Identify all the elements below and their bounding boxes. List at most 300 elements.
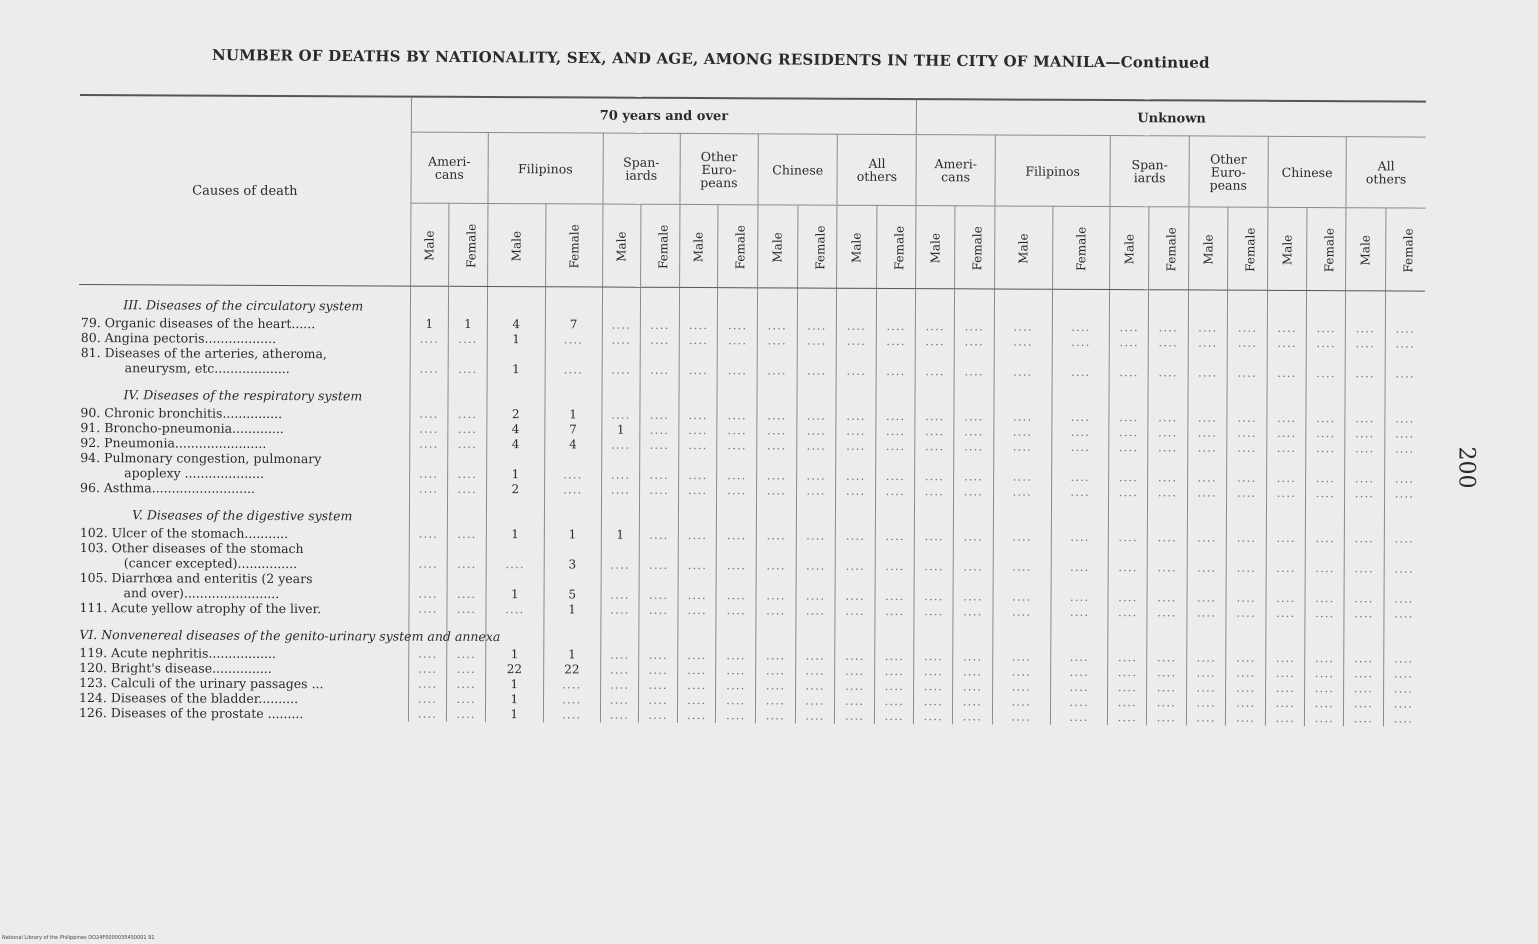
- data-cell: ....: [796, 469, 836, 484]
- nationality-header: [758, 134, 838, 205]
- data-cell: ....: [1227, 471, 1267, 486]
- data-cell: ....: [953, 694, 993, 709]
- nationality-label-line: Euro-: [701, 161, 737, 177]
- data-cell: ....: [1306, 486, 1345, 501]
- data-cell: ....: [1187, 590, 1227, 605]
- data-cell: ....: [447, 647, 486, 662]
- data-cell: [544, 572, 601, 587]
- data-cell: ....: [1227, 486, 1267, 501]
- data-cell: ....: [992, 709, 1050, 724]
- data-cell: ....: [1187, 425, 1227, 440]
- data-cell: ....: [717, 528, 757, 543]
- data-cell: ....: [639, 663, 678, 678]
- data-cell: 4: [544, 437, 601, 452]
- data-cell: [875, 544, 915, 559]
- empty-cell: [876, 379, 916, 409]
- data-cell: 1: [601, 423, 640, 438]
- sex-header: [1110, 207, 1149, 290]
- data-cell: ....: [716, 648, 756, 663]
- data-cell: ....: [678, 588, 717, 603]
- data-cell: ....: [1265, 696, 1305, 711]
- data-cell: 22: [543, 662, 600, 677]
- data-cell: ....: [1227, 426, 1267, 441]
- cause-label: (cancer excepted)...............: [123, 555, 298, 572]
- data-cell: ....: [992, 649, 1050, 664]
- sex-header: [758, 205, 798, 288]
- sex-label: Female: [566, 223, 582, 269]
- data-cell: [1344, 546, 1384, 561]
- sex-header: [1228, 207, 1268, 290]
- data-cell: ....: [914, 604, 953, 619]
- data-cell: ....: [1383, 651, 1423, 666]
- data-cell: ....: [640, 363, 679, 378]
- data-cell: ....: [1306, 531, 1345, 546]
- data-cell: ....: [914, 709, 953, 724]
- data-cell: [640, 348, 679, 363]
- sex-header: [916, 206, 955, 289]
- data-cell: 1: [487, 332, 545, 347]
- data-cell: ....: [874, 679, 914, 694]
- data-cell: ....: [875, 649, 915, 664]
- data-cell: [953, 574, 993, 589]
- cause-label: 90. Chronic bronchitis...............: [80, 405, 283, 421]
- data-cell: ....: [915, 424, 954, 439]
- nationality-label-line: Ameri-: [934, 156, 978, 172]
- data-cell: ....: [717, 363, 757, 378]
- data-cell: ....: [1344, 696, 1384, 711]
- data-cell: ....: [409, 587, 448, 602]
- data-cell: [602, 348, 641, 363]
- data-cell: ....: [916, 364, 955, 379]
- data-cell: [409, 452, 448, 467]
- data-cell: [836, 454, 876, 469]
- data-cell: ....: [876, 439, 916, 454]
- data-cell: ....: [1148, 425, 1188, 440]
- data-cell: [835, 574, 875, 589]
- sex-label: Female: [464, 223, 479, 268]
- empty-cell: [641, 287, 680, 318]
- sex-header: [1052, 206, 1110, 289]
- data-cell: ....: [1305, 591, 1344, 606]
- data-cell: [1306, 456, 1345, 471]
- empty-cell: [639, 618, 678, 648]
- data-cell: ....: [993, 604, 1051, 619]
- data-cell: ....: [1305, 711, 1344, 726]
- sex-label: Female: [970, 225, 985, 271]
- data-cell: ....: [1147, 695, 1187, 710]
- data-cell: ....: [1345, 411, 1385, 426]
- data-cell: ....: [1383, 681, 1423, 696]
- empty-cell: [837, 288, 877, 319]
- data-cell: ....: [1146, 710, 1186, 725]
- data-cell: ....: [1108, 650, 1147, 665]
- data-cell: 3: [544, 557, 601, 572]
- sex-label: Male: [770, 231, 785, 263]
- data-cell: [601, 453, 640, 468]
- empty-cell: [718, 288, 758, 319]
- nationality-label-line: peans: [1209, 177, 1248, 193]
- sex-label: Female: [1322, 227, 1337, 272]
- data-cell: ....: [679, 333, 718, 348]
- data-cell: [409, 572, 448, 587]
- data-cell: ....: [447, 662, 486, 677]
- data-cell: ....: [1345, 441, 1385, 456]
- data-cell: [994, 349, 1052, 364]
- data-cell: ....: [993, 439, 1051, 454]
- data-cell: ....: [992, 679, 1050, 694]
- data-cell: ....: [757, 438, 797, 453]
- empty-cell: [1385, 381, 1425, 411]
- data-cell: ....: [1344, 651, 1384, 666]
- data-cell: ....: [448, 422, 487, 437]
- data-cell: ....: [1051, 440, 1109, 455]
- cause-label: 123. Calculi of the urinary passages ...: [79, 675, 324, 692]
- data-cell: ....: [835, 709, 875, 724]
- data-cell: ....: [757, 318, 797, 333]
- data-cell: [756, 543, 796, 558]
- empty-cell: [544, 617, 601, 647]
- empty-cell: [796, 499, 836, 529]
- nationality-label-line: iards: [1133, 170, 1166, 186]
- data-cell: ....: [1188, 410, 1228, 425]
- data-cell: ....: [1052, 335, 1110, 350]
- data-cell: ....: [409, 437, 448, 452]
- data-cell: ....: [601, 603, 640, 618]
- data-cell: ....: [796, 439, 836, 454]
- data-cell: ....: [1306, 471, 1345, 486]
- data-cell: ....: [797, 364, 837, 379]
- data-cell: ....: [1147, 590, 1187, 605]
- data-cell: ....: [1344, 681, 1384, 696]
- data-cell: ....: [1051, 560, 1109, 575]
- empty-cell: [1344, 501, 1384, 531]
- empty-cell: [717, 498, 757, 528]
- data-cell: ....: [1385, 366, 1425, 381]
- data-cell: ....: [448, 437, 487, 452]
- data-cell: ....: [1050, 665, 1108, 680]
- data-cell: ....: [1226, 561, 1266, 576]
- data-cell: ....: [678, 468, 717, 483]
- data-cell: ....: [1108, 710, 1147, 725]
- data-cell: ....: [717, 483, 757, 498]
- empty-cell: [757, 288, 797, 319]
- data-cell: ....: [1051, 425, 1109, 440]
- data-cell: ....: [545, 332, 602, 347]
- empty-cell: [835, 619, 875, 649]
- data-cell: ....: [1050, 695, 1108, 710]
- data-cell: ....: [954, 439, 994, 454]
- data-cell: ....: [1187, 470, 1227, 485]
- sex-label: Male: [1280, 234, 1295, 265]
- empty-cell: [1383, 621, 1423, 651]
- data-cell: ....: [717, 438, 757, 453]
- data-cell: ....: [796, 559, 836, 574]
- data-cell: [447, 572, 486, 587]
- data-cell: ....: [953, 649, 993, 664]
- data-cell: ....: [757, 483, 797, 498]
- data-cell: ....: [914, 664, 953, 679]
- data-cell: ....: [1051, 470, 1109, 485]
- empty-cell: [1266, 621, 1306, 651]
- empty-cell: [600, 618, 639, 648]
- nationality-label-line: cans: [434, 166, 464, 182]
- data-cell: ....: [994, 319, 1052, 334]
- data-cell: ....: [449, 332, 488, 347]
- section-heading: VI. Nonvenereal diseases of the genito-urinary system and annexa: [79, 626, 501, 644]
- data-cell: ....: [639, 603, 678, 618]
- data-cell: ....: [1186, 710, 1226, 725]
- data-cell: ....: [954, 484, 994, 499]
- empty-cell: [994, 379, 1052, 409]
- data-cell: ....: [796, 424, 836, 439]
- data-cell: ....: [1267, 321, 1307, 336]
- nationality-header: [680, 133, 759, 204]
- data-cell: [1188, 350, 1228, 365]
- cause-label: 96. Asthma..........................: [80, 480, 256, 496]
- empty-cell: [1052, 289, 1110, 320]
- data-cell: ....: [796, 529, 836, 544]
- data-cell: ....: [1109, 410, 1148, 425]
- data-cell: ....: [448, 482, 487, 497]
- data-cell: ....: [641, 318, 680, 333]
- cause-label: 81. Diseases of the arteries, atheroma,: [80, 345, 327, 362]
- data-cell: [1227, 351, 1267, 366]
- empty-cell: [679, 378, 718, 408]
- empty-cell: [1148, 290, 1188, 321]
- empty-cell: [640, 498, 679, 528]
- nationality-label-line: Filipinos: [517, 160, 573, 176]
- data-cell: ....: [600, 648, 639, 663]
- data-cell: ....: [600, 663, 639, 678]
- empty-cell: [1050, 620, 1108, 650]
- data-cell: ....: [677, 663, 716, 678]
- empty-cell: [1226, 621, 1266, 651]
- data-cell: ....: [795, 649, 835, 664]
- data-cell: ....: [1384, 531, 1424, 546]
- data-cell: ....: [1108, 665, 1147, 680]
- data-cell: ....: [1384, 591, 1424, 606]
- data-cell: ....: [716, 693, 756, 708]
- data-cell: 22: [485, 662, 543, 677]
- data-cell: ....: [993, 529, 1051, 544]
- age-group-header: Unknown: [917, 99, 1426, 137]
- empty-cell: [716, 618, 756, 648]
- data-cell: [1052, 350, 1110, 365]
- data-cell: ....: [1188, 335, 1228, 350]
- data-cell: ....: [915, 439, 954, 454]
- mortality-table: [77, 94, 1426, 727]
- cause-label: aneurysm, etc...................: [124, 360, 290, 377]
- data-cell: ....: [640, 483, 679, 498]
- data-cell: ....: [639, 678, 678, 693]
- empty-cell: [1109, 500, 1148, 530]
- data-cell: ....: [1226, 696, 1266, 711]
- data-cell: ....: [835, 604, 875, 619]
- empty-cell: [756, 498, 796, 528]
- empty-cell: [487, 377, 545, 407]
- empty-cell: [409, 497, 448, 527]
- data-cell: ....: [409, 482, 448, 497]
- data-cell: [1345, 456, 1385, 471]
- data-cell: ....: [756, 588, 796, 603]
- data-cell: ....: [1385, 321, 1425, 336]
- nationality-header: [411, 132, 489, 203]
- empty-cell: [1108, 620, 1147, 650]
- data-cell: 7: [545, 422, 602, 437]
- sex-header: [1149, 207, 1189, 290]
- data-cell: ....: [1227, 531, 1267, 546]
- data-cell: ....: [757, 363, 797, 378]
- empty-cell: [1187, 500, 1227, 530]
- empty-cell: [1109, 380, 1148, 410]
- data-cell: ....: [797, 319, 837, 334]
- footer-credit: National Library of the Philippines DO24F0000035450001 91: [2, 935, 155, 941]
- data-cell: ....: [1345, 486, 1385, 501]
- nationality-label-line: All: [868, 155, 886, 171]
- empty-cell: [1344, 621, 1384, 651]
- data-cell: [1109, 455, 1148, 470]
- cause-label: 94. Pulmonary congestion, pulmonary: [80, 450, 322, 467]
- nationality-header: [1346, 137, 1426, 208]
- data-cell: ....: [678, 558, 717, 573]
- sex-header: [1346, 208, 1386, 291]
- data-cell: [1051, 545, 1109, 560]
- data-cell: ....: [954, 469, 994, 484]
- sex-label: Female: [1074, 226, 1089, 271]
- data-cell: ....: [1306, 561, 1345, 576]
- data-cell: ....: [1266, 486, 1306, 501]
- data-cell: [836, 349, 876, 364]
- sex-label: Male: [928, 232, 943, 263]
- data-cell: ....: [448, 527, 487, 542]
- cause-label: 92. Pneumonia.......................: [80, 435, 267, 451]
- data-cell: ....: [874, 694, 914, 709]
- data-cell: 1: [485, 692, 543, 707]
- page-title: NUMBER OF DEATHS BY NATIONALITY, SEX, AND AGE, AMONG RESIDENTS IN THE CITY OF MANILA—Continued: [211, 46, 1210, 72]
- sex-label: Female: [656, 224, 671, 269]
- data-cell: ....: [1148, 320, 1188, 335]
- empty-cell: [1052, 380, 1110, 410]
- data-cell: ....: [756, 603, 796, 618]
- data-cell: ....: [914, 589, 953, 604]
- data-cell: 1: [601, 528, 640, 543]
- nationality-label-line: Span-: [623, 154, 660, 170]
- empty-cell: [1306, 501, 1345, 531]
- data-cell: ....: [410, 332, 449, 347]
- data-cell: ....: [486, 557, 544, 572]
- data-cell: [639, 543, 678, 558]
- empty-cell: [836, 379, 876, 409]
- data-cell: ....: [677, 678, 716, 693]
- data-cell: ....: [1266, 591, 1306, 606]
- empty-cell: [1267, 381, 1307, 411]
- data-cell: [640, 453, 679, 468]
- data-cell: ....: [601, 588, 640, 603]
- nationality-label-line: Ameri-: [428, 153, 471, 169]
- empty-cell: [1147, 620, 1187, 650]
- data-cell: 1: [545, 407, 602, 422]
- data-cell: ....: [544, 467, 601, 482]
- data-cell: ....: [639, 588, 678, 603]
- data-cell: ....: [1307, 366, 1346, 381]
- data-cell: ....: [1305, 696, 1344, 711]
- data-cell: ....: [717, 468, 757, 483]
- data-cell: [1385, 351, 1425, 366]
- empty-cell: [797, 379, 837, 409]
- data-cell: ....: [1345, 366, 1385, 381]
- data-cell: ....: [796, 409, 836, 424]
- data-cell: [797, 349, 837, 364]
- data-cell: [1345, 351, 1385, 366]
- data-cell: [717, 453, 757, 468]
- sex-header: [545, 204, 602, 287]
- data-cell: [1344, 576, 1384, 591]
- data-cell: ....: [1226, 606, 1266, 621]
- data-cell: 4: [487, 317, 545, 332]
- data-cell: ....: [1266, 471, 1306, 486]
- data-cell: [1307, 351, 1346, 366]
- sex-header: [410, 203, 449, 286]
- data-cell: ....: [677, 708, 716, 723]
- data-cell: [409, 542, 448, 557]
- data-cell: ....: [600, 708, 639, 723]
- data-cell: 2: [486, 482, 544, 497]
- data-cell: ....: [875, 604, 915, 619]
- data-cell: ....: [1266, 606, 1306, 621]
- data-cell: ....: [954, 319, 994, 334]
- data-cell: ....: [993, 589, 1051, 604]
- data-cell: ....: [543, 707, 600, 722]
- data-cell: ....: [1267, 441, 1307, 456]
- data-cell: ....: [1383, 696, 1423, 711]
- data-cell: [756, 573, 796, 588]
- data-cell: ....: [448, 362, 487, 377]
- data-cell: [1147, 545, 1187, 560]
- data-cell: [1147, 575, 1187, 590]
- section-heading: III. Diseases of the circulatory system: [123, 296, 364, 313]
- nationality-label-line: Chinese: [1281, 164, 1333, 180]
- data-cell: [718, 348, 758, 363]
- data-cell: ....: [717, 408, 757, 423]
- data-cell: ....: [1307, 321, 1346, 336]
- data-cell: ....: [915, 484, 954, 499]
- data-cell: 1: [543, 647, 600, 662]
- empty-cell: [795, 619, 835, 649]
- nationality-header: [488, 132, 603, 204]
- empty-cell: [717, 378, 757, 408]
- data-cell: ....: [1110, 320, 1149, 335]
- nationality-label-line: others: [1365, 171, 1407, 187]
- data-cell: ....: [1110, 335, 1149, 350]
- data-cell: ....: [1109, 530, 1148, 545]
- data-cell: ....: [448, 407, 487, 422]
- data-cell: ....: [993, 424, 1051, 439]
- data-cell: ....: [1344, 666, 1384, 681]
- empty-cell: [545, 377, 602, 407]
- data-cell: ....: [993, 484, 1051, 499]
- data-cell: ....: [835, 559, 875, 574]
- data-cell: ....: [640, 333, 679, 348]
- data-cell: ....: [835, 694, 875, 709]
- empty-cell: [1188, 290, 1228, 321]
- data-cell: ....: [1109, 440, 1148, 455]
- data-cell: ....: [1187, 530, 1227, 545]
- empty-cell: [1051, 500, 1109, 530]
- data-cell: ....: [1267, 411, 1307, 426]
- data-cell: [835, 544, 875, 559]
- data-cell: [1148, 455, 1188, 470]
- data-cell: ....: [1226, 666, 1266, 681]
